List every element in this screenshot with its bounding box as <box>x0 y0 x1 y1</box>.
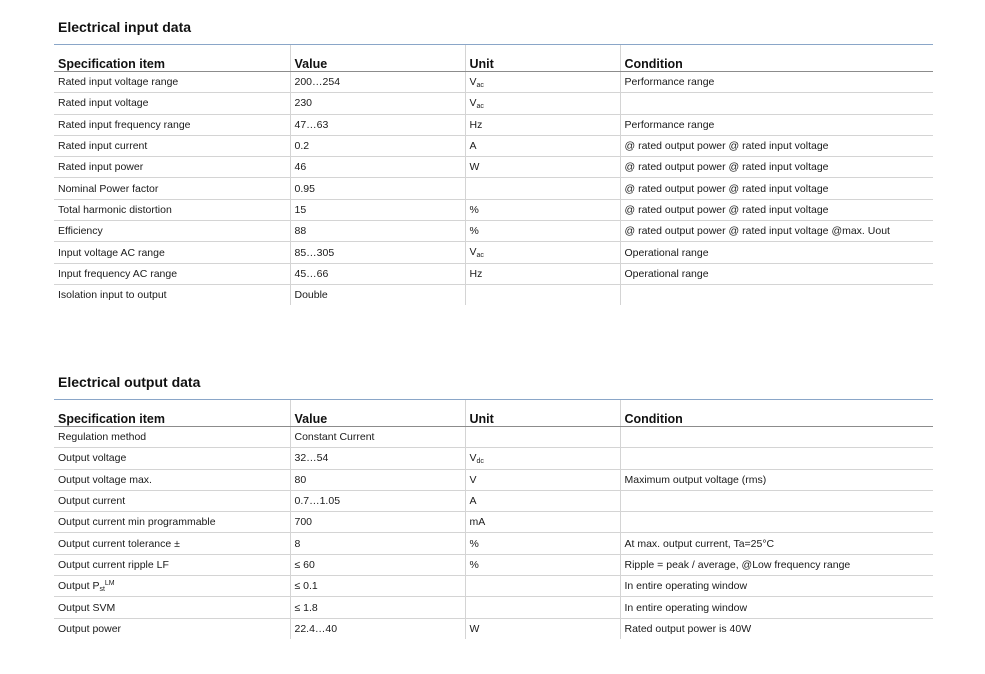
value-text: 22.4…40 <box>294 622 338 635</box>
spec-item-cell <box>54 618 290 639</box>
spec-item-cell <box>54 469 290 490</box>
spec-item-text: Regulation method <box>58 431 147 444</box>
header-value: Value <box>290 400 465 427</box>
unit-text: mA <box>469 516 486 529</box>
unit-subscript: ac <box>476 252 484 260</box>
value-cell <box>290 157 465 178</box>
table-row <box>54 114 933 135</box>
spec-item-text: Efficiency <box>58 225 103 238</box>
value-text: 45…66 <box>294 267 329 280</box>
spec-item-superscript: LM <box>104 579 115 587</box>
header-unit: Unit <box>465 45 620 72</box>
value-cell <box>290 284 465 305</box>
condition-text: Operational range <box>624 246 709 259</box>
spec-item-cell <box>54 554 290 575</box>
header-value: Value <box>290 45 465 72</box>
value-text: 0.7…1.05 <box>294 495 341 508</box>
value-text: 8 <box>294 537 301 550</box>
unit-subscript: ac <box>476 81 484 89</box>
spec-item-text: Output voltage max. <box>58 473 152 486</box>
value-text: 15 <box>294 203 307 216</box>
table-row <box>54 576 933 597</box>
table-row <box>54 490 933 511</box>
unit-cell <box>465 284 620 305</box>
spec-item-text: Rated input voltage range <box>58 76 179 89</box>
unit-text: A <box>469 495 477 508</box>
header-unit: Unit <box>465 400 620 427</box>
condition-cell <box>620 221 933 242</box>
value-text: 0.95 <box>294 182 315 195</box>
value-text: 32…54 <box>294 452 329 465</box>
spec-item-cell <box>54 512 290 533</box>
spec-item-text: Isolation input to output <box>58 289 167 302</box>
condition-text: Maximum output voltage (rms) <box>624 473 767 486</box>
spec-item-text: Output voltage <box>58 452 127 465</box>
table-row <box>54 512 933 533</box>
value-cell <box>290 72 465 93</box>
output-section <box>54 371 933 639</box>
value-text: 85…305 <box>294 246 335 259</box>
spec-item-text: Input frequency AC range <box>58 267 178 280</box>
spec-item-text: Output current tolerance ± <box>58 537 180 550</box>
unit-subscript: ac <box>476 102 484 110</box>
spec-item-text: Input voltage AC range <box>58 246 165 259</box>
table-row <box>54 135 933 156</box>
value-text: 80 <box>294 473 307 486</box>
table-row <box>54 533 933 554</box>
unit-cell <box>465 263 620 284</box>
unit-cell <box>465 114 620 135</box>
unit-text: W <box>469 161 480 174</box>
output-section-title: Electrical output data <box>58 374 201 390</box>
spec-item-cell <box>54 448 290 469</box>
table-row <box>54 554 933 575</box>
spec-item-cell <box>54 72 290 93</box>
header-condition: Condition <box>620 400 933 427</box>
header-spec-item: Specification item <box>54 400 290 427</box>
value-text: 700 <box>294 516 313 529</box>
output-spec-table <box>54 400 933 639</box>
unit-cell <box>465 242 620 263</box>
unit-cell <box>465 597 620 618</box>
condition-text: In entire operating window <box>624 601 748 614</box>
table-row <box>54 178 933 199</box>
table-row <box>54 242 933 263</box>
table-row <box>54 618 933 639</box>
unit-cell <box>465 490 620 511</box>
input-section-title: Electrical input data <box>58 19 192 35</box>
value-cell <box>290 554 465 575</box>
condition-cell <box>620 469 933 490</box>
value-cell <box>290 135 465 156</box>
condition-text: @ rated output power @ rated input voltage <box>624 182 829 195</box>
condition-cell <box>620 448 933 469</box>
condition-cell <box>620 135 933 156</box>
condition-cell <box>620 554 933 575</box>
spec-item-cell <box>54 199 290 220</box>
unit-cell <box>465 135 620 156</box>
spec-item-text: Output current min programmable <box>58 516 216 529</box>
spec-item-text: Output current <box>58 495 126 508</box>
spec-item-cell <box>54 490 290 511</box>
unit-text: V <box>469 75 477 88</box>
unit-text: % <box>469 558 479 571</box>
value-cell <box>290 178 465 199</box>
condition-text: Performance range <box>624 118 715 131</box>
unit-cell <box>465 618 620 639</box>
spec-item-cell <box>54 427 290 448</box>
header-condition: Condition <box>620 45 933 72</box>
spec-item-cell <box>54 221 290 242</box>
table-row <box>54 93 933 114</box>
condition-text: Operational range <box>624 267 709 280</box>
table-row <box>54 72 933 93</box>
spec-item-cell <box>54 135 290 156</box>
value-cell <box>290 533 465 554</box>
spec-item-text: Rated input power <box>58 161 144 174</box>
condition-cell <box>620 427 933 448</box>
spec-item-cell <box>54 263 290 284</box>
table-row <box>54 469 933 490</box>
value-text: Double <box>294 289 328 302</box>
output-table-body <box>54 427 933 639</box>
value-cell <box>290 242 465 263</box>
value-text: 46 <box>294 161 307 174</box>
condition-text: Performance range <box>624 76 715 89</box>
condition-text: @ rated output power @ rated input voltage <box>624 140 829 153</box>
spec-item-subscript: st <box>99 585 105 593</box>
value-cell <box>290 263 465 284</box>
spec-item-cell <box>54 597 290 618</box>
condition-cell <box>620 512 933 533</box>
unit-cell <box>465 199 620 220</box>
spec-item-text: Nominal Power factor <box>58 182 159 195</box>
value-cell <box>290 469 465 490</box>
value-text: 88 <box>294 225 307 238</box>
unit-text: % <box>469 203 479 216</box>
unit-cell <box>465 448 620 469</box>
condition-cell <box>620 533 933 554</box>
input-spec-table <box>54 45 933 305</box>
condition-cell <box>620 114 933 135</box>
value-text: ≤ 1.8 <box>294 601 318 614</box>
value-text: ≤ 0.1 <box>294 580 318 593</box>
table-row <box>54 199 933 220</box>
condition-text: @ rated output power @ rated input voltage <box>624 161 829 174</box>
table-row <box>54 597 933 618</box>
unit-cell <box>465 221 620 242</box>
value-cell <box>290 597 465 618</box>
spec-item-text: Output current ripple LF <box>58 558 169 571</box>
value-cell <box>290 221 465 242</box>
unit-cell <box>465 512 620 533</box>
value-text: ≤ 60 <box>294 558 315 571</box>
unit-cell <box>465 533 620 554</box>
condition-cell <box>620 490 933 511</box>
value-text: 230 <box>294 97 313 110</box>
condition-cell <box>620 157 933 178</box>
condition-cell <box>620 618 933 639</box>
value-cell <box>290 490 465 511</box>
spec-item-text: Rated input frequency range <box>58 118 191 131</box>
unit-text: V <box>469 473 477 486</box>
unit-cell <box>465 178 620 199</box>
unit-cell <box>465 93 620 114</box>
header-spec-item: Specification item <box>54 45 290 72</box>
table-row <box>54 427 933 448</box>
input-table-body <box>54 72 933 306</box>
condition-text: @ rated output power @ rated input voltage <box>624 203 829 216</box>
condition-text: In entire operating window <box>624 580 748 593</box>
condition-text: @ rated output power @ rated input voltage @max. Uout <box>624 225 890 238</box>
table-row <box>54 157 933 178</box>
condition-text: Ripple = peak / average, @Low frequency range <box>624 558 851 571</box>
value-cell <box>290 427 465 448</box>
value-text: 0.2 <box>294 140 310 153</box>
spec-item-text: Output SVM <box>58 601 116 614</box>
spec-item-cell <box>54 284 290 305</box>
value-cell <box>290 199 465 220</box>
condition-cell <box>620 263 933 284</box>
spec-item-cell <box>54 157 290 178</box>
spec-item-cell <box>54 93 290 114</box>
unit-text: V <box>469 246 477 259</box>
value-cell <box>290 114 465 135</box>
value-cell <box>290 618 465 639</box>
unit-cell <box>465 157 620 178</box>
spec-item-text: Total harmonic distortion <box>58 203 172 216</box>
spec-item-cell <box>54 576 290 597</box>
unit-subscript: dc <box>476 457 484 465</box>
spec-item-text: Output P <box>58 579 100 592</box>
value-cell <box>290 448 465 469</box>
unit-cell <box>465 554 620 575</box>
value-cell <box>290 512 465 533</box>
unit-text: % <box>469 537 479 550</box>
value-cell <box>290 93 465 114</box>
spec-item-cell <box>54 533 290 554</box>
spec-item-text: Rated input current <box>58 140 148 153</box>
condition-cell <box>620 576 933 597</box>
condition-cell <box>620 178 933 199</box>
table-row <box>54 221 933 242</box>
unit-cell <box>465 427 620 448</box>
table-header-row <box>54 45 933 72</box>
unit-cell <box>465 469 620 490</box>
unit-cell <box>465 72 620 93</box>
condition-cell <box>620 284 933 305</box>
unit-text: Hz <box>469 267 483 280</box>
table-row <box>54 284 933 305</box>
spec-item-text: Rated input voltage <box>58 97 149 110</box>
table-header-row <box>54 400 933 427</box>
unit-text: V <box>469 451 477 464</box>
condition-cell <box>620 242 933 263</box>
value-text: 200…254 <box>294 76 341 89</box>
value-text: 47…63 <box>294 118 329 131</box>
condition-text: At max. output current, Ta=25°C <box>624 537 775 550</box>
value-text: Constant Current <box>294 431 375 444</box>
value-cell <box>290 576 465 597</box>
condition-cell <box>620 199 933 220</box>
unit-text: V <box>469 96 477 109</box>
unit-text: W <box>469 622 480 635</box>
unit-text: Hz <box>469 118 483 131</box>
spec-item-cell <box>54 114 290 135</box>
unit-text: % <box>469 225 479 238</box>
condition-text: Rated output power is 40W <box>624 622 752 635</box>
unit-text: A <box>469 140 477 153</box>
spec-item-cell <box>54 178 290 199</box>
table-row <box>54 448 933 469</box>
condition-cell <box>620 72 933 93</box>
table-row <box>54 263 933 284</box>
spec-item-text: Output power <box>58 622 122 635</box>
unit-cell <box>465 576 620 597</box>
condition-cell <box>620 93 933 114</box>
input-section <box>54 16 933 305</box>
spec-item-cell <box>54 242 290 263</box>
condition-cell <box>620 597 933 618</box>
